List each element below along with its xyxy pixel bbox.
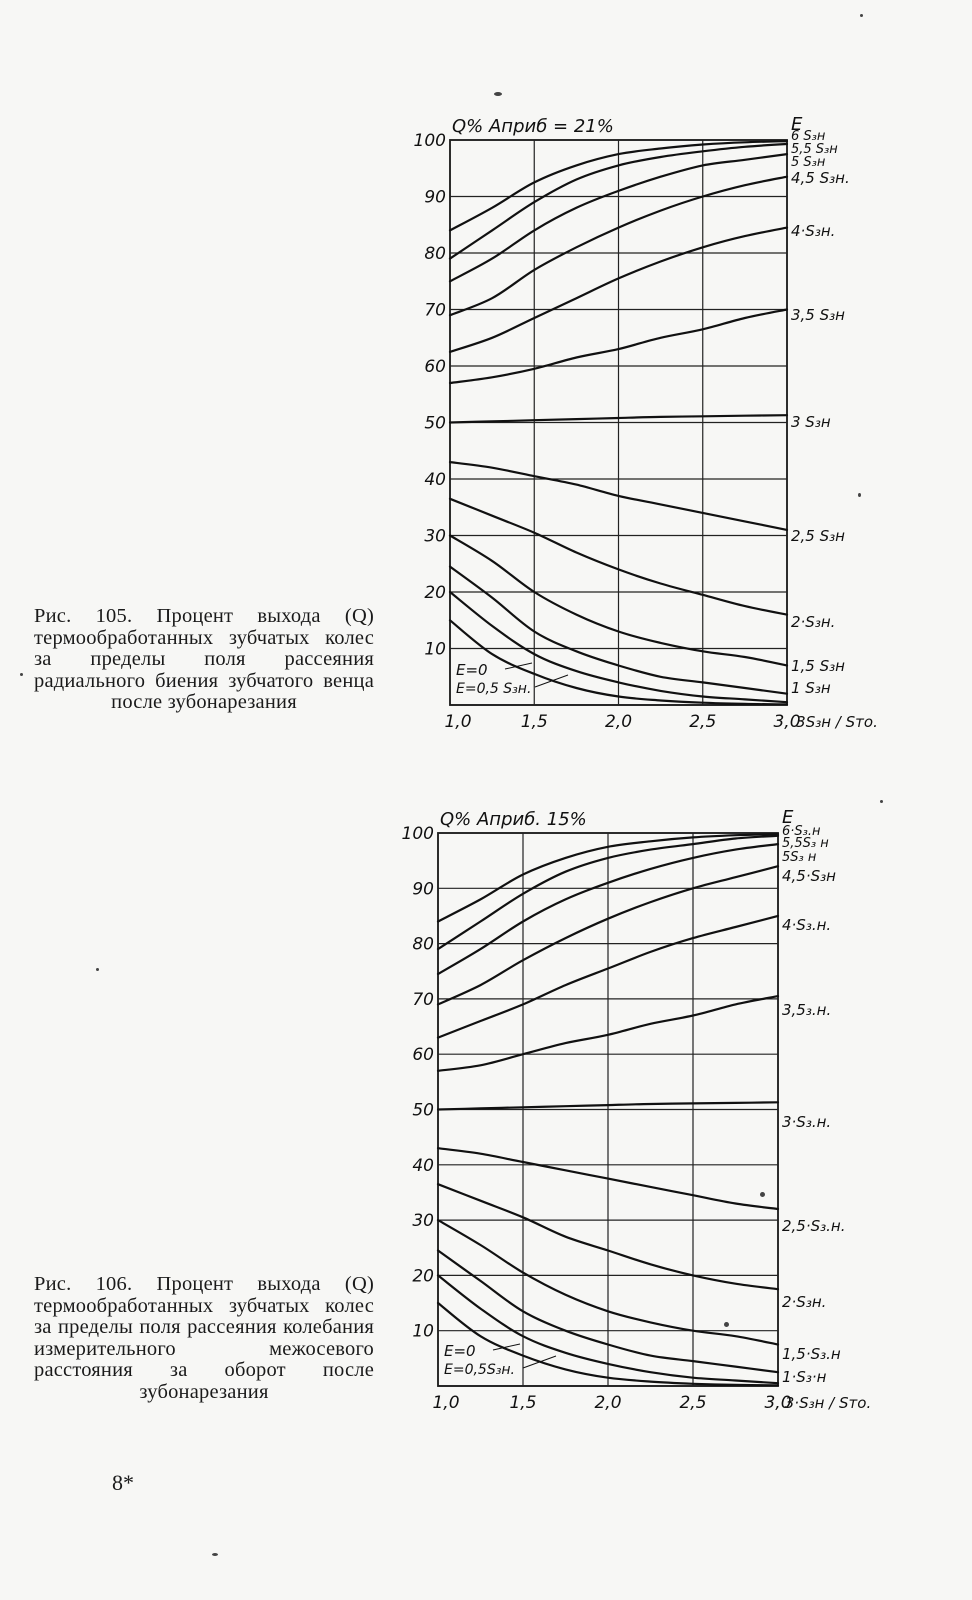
series-label: 5,5S₃ н <box>782 836 829 851</box>
series-label: 1·S₃·н <box>782 1368 827 1386</box>
y-tick-label: 30 <box>412 1211 434 1232</box>
series-label: 1 S₃н <box>791 679 831 697</box>
y-tick-label: 80 <box>424 244 446 264</box>
x-tick-label: 2,5 <box>689 712 717 732</box>
y-tick-label: 50 <box>424 413 446 434</box>
y-tick-label: 10 <box>424 639 446 660</box>
y-tick-label: 70 <box>412 989 434 1010</box>
scan-speck <box>880 800 883 803</box>
series-label: E=0,5 S₃н. <box>456 681 532 697</box>
figure-106-caption-text: Рис. 106. Процент выхода (Q) термообработанных зубчатых колес за пределы поля рассеяния колебания измерительного межосевого расстояния за оборот после зубонарезания <box>34 1273 374 1403</box>
x-tick-label: 2,0 <box>594 1393 622 1413</box>
series-label: 4,5·S₃н <box>782 867 836 885</box>
series-label: 2·S₃н. <box>782 1293 827 1311</box>
scan-speck <box>860 14 863 17</box>
y-tick-label: 30 <box>424 526 446 547</box>
scan-speck <box>760 1192 765 1197</box>
x-tick-label: 1,5 <box>509 1393 537 1413</box>
x-tick-label: 3,0 <box>764 1393 792 1413</box>
y-tick-label: 90 <box>412 879 434 900</box>
chart-title: Q% Априб = 21% <box>452 116 614 137</box>
series-label: 1,5·S₃.н <box>782 1345 841 1363</box>
y-tick-label: 60 <box>412 1045 434 1066</box>
series-label: 3 S₃н <box>791 413 831 431</box>
series-label: 3,5₃.н. <box>782 1001 832 1019</box>
x-tick-label: 1,5 <box>520 712 548 732</box>
y-tick-label: 60 <box>424 357 446 377</box>
series-label: 1,5 S₃н <box>791 657 845 675</box>
chart-title: Q% Априб. 15% <box>440 809 587 830</box>
y-tick-label: 40 <box>412 1155 434 1176</box>
series-label: 5S₃ н <box>782 850 817 865</box>
y-tick-label: 90 <box>424 187 446 208</box>
series-label: E=0 <box>444 1342 476 1360</box>
scan-speck <box>494 92 502 96</box>
series-label: E=0 <box>456 661 488 679</box>
series-label: 6·S₃.н <box>782 824 821 839</box>
series-label: 5 S₃н <box>791 155 826 170</box>
y-tick-label: 100 <box>413 131 446 151</box>
y-tick-label: 50 <box>412 1100 434 1121</box>
series-label: E=0,5S₃н. <box>444 1362 515 1378</box>
scan-speck <box>96 968 99 971</box>
y-tick-label: 20 <box>424 583 446 603</box>
legend-title: E <box>782 807 794 828</box>
figure-105-caption-text: Рис. 105. Процент выхода (Q) термообработанных зубчатых колес за пределы поля рассеяния радиального биения зубчатого венца после зубонарезания <box>34 605 374 713</box>
legend-title: E <box>791 114 803 135</box>
x-tick-label: 1,0 <box>432 1393 460 1413</box>
figure-105-caption <box>34 606 374 714</box>
y-tick-label: 10 <box>412 1321 434 1342</box>
scan-speck <box>212 1553 218 1556</box>
x-tick-label: 2,0 <box>604 712 633 732</box>
x-axis-label: 3S₃н / Sто. <box>796 713 878 731</box>
y-tick-label: 40 <box>424 470 446 490</box>
series-label: 4·S₃.н. <box>782 916 832 934</box>
series-label: 2·S₃н. <box>791 613 836 631</box>
series-label: 2,5·S₃.н. <box>782 1217 846 1235</box>
y-tick-label: 20 <box>412 1266 434 1287</box>
series-label: 5,5 S₃н <box>791 142 838 157</box>
x-tick-label: 3,0 <box>773 712 801 732</box>
series-label: 2,5 S₃н <box>791 527 845 545</box>
series-label: 6 S₃н <box>791 129 826 144</box>
x-tick-label: 1,0 <box>444 712 472 732</box>
scan-speck <box>724 1322 729 1327</box>
y-tick-label: 70 <box>424 300 446 321</box>
series-label: 4,5 S₃н. <box>791 169 850 187</box>
figure-106-caption <box>34 1274 374 1403</box>
y-tick-label: 80 <box>412 934 434 955</box>
x-axis-label: 3·S₃н / Sто. <box>784 1394 872 1412</box>
scan-speck <box>20 673 23 676</box>
x-tick-label: 2,5 <box>679 1393 707 1413</box>
series-label: 4·S₃н. <box>791 222 836 240</box>
scan-speck <box>858 493 861 497</box>
page-number: 8* <box>112 1470 134 1495</box>
y-tick-label: 100 <box>401 824 434 844</box>
series-label: 3·S₃.н. <box>782 1113 832 1131</box>
series-label: 3,5 S₃н <box>791 306 845 324</box>
